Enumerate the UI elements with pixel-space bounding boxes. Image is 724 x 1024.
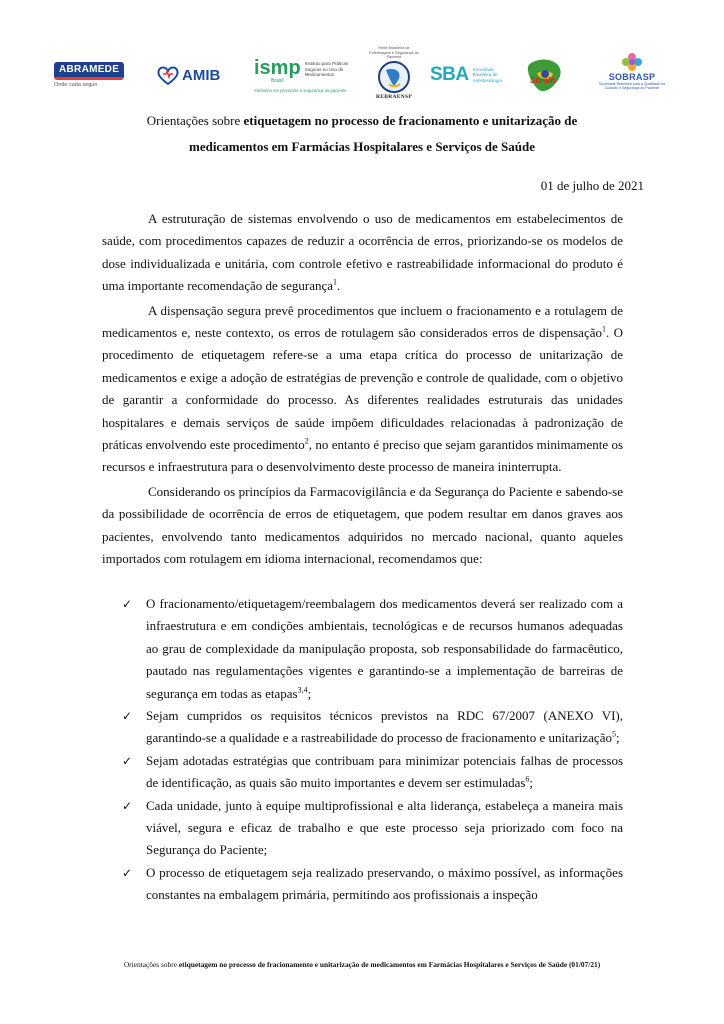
- check-icon: ✓: [122, 597, 133, 611]
- list-item: [102, 593, 623, 705]
- paragraph-2-text-c: , no entanto é preciso que sejam garantidos minimamente os recursos e infraestrutura para o desenvolvimento deste processo de maneira ininterrupta.: [102, 437, 623, 475]
- list-item-text: O fracionamento/etiquetagem/reembalagem dos medicamentos deverá ser realizado com a infraestrutura e em condições ambientais, tecnológicas e de recursos humanos adequadas ao grau de complexidade da manipulação proposta, sob responsabilidade do farmacêutico, pautado nas regulamentações vigentes e garantindo-se a implementação de barreiras de segurança em todas as etapas: [146, 596, 623, 701]
- sba-desc: Sociedade Brasileira de Anestesiologia: [472, 66, 502, 83]
- sobrasp-logo: [590, 52, 674, 100]
- list-item: [102, 795, 623, 862]
- abramede-tagline: Onde cada segun: [54, 82, 98, 88]
- ismp-tagline: Sinônimo em promover a segurança do paciente: [254, 88, 347, 93]
- list-item: [102, 705, 623, 750]
- list-item-text: Sejam adotadas estratégias que contribuam para minimizar potenciais falhas de processos de identificação, as quais são muito importantes e devem ser estimuladas: [146, 752, 623, 791]
- list-item-text: O processo de etiquetagem seja realizado preservando, o máximo possível, as informações constantes na embalagem primária, permitindo aos profissionais a inspeção: [146, 864, 623, 903]
- check-icon: ✓: [122, 753, 133, 768]
- paragraph-1: [102, 208, 623, 298]
- paragraph-1-end: .: [337, 278, 341, 294]
- amib-heart-icon: [156, 64, 180, 86]
- footnote-ref: 1: [602, 324, 606, 334]
- footer-bold: etiquetagem no processo de fracionamento e unitarização de medicamentos em Farmácias Hospitalares e Serviços de Saúde (01/07/21): [178, 960, 601, 969]
- ismp-logo: [254, 58, 358, 98]
- check-icon: ✓: [122, 865, 133, 880]
- title-bold-line2: medicamentos em Farmácias Hospitalares e Serviços de Saúde: [188, 139, 536, 154]
- list-item-end: ;: [615, 730, 620, 746]
- ismp-desc: Instituto para Práticas Seguras no Uso de Medicamentos: [304, 61, 349, 77]
- sba-name: SBA: [430, 64, 469, 85]
- abramede-logo: [54, 62, 130, 96]
- footnote-ref: 1: [333, 277, 337, 287]
- rebraensp-logo: [366, 46, 422, 104]
- document-body: [102, 208, 623, 571]
- list-item-end: ;: [307, 685, 312, 701]
- paragraph-1-text: A estruturação de sistemas envolvendo o uso de medicamentos em estabelecimentos de saúde, com procedimentos capazes de reduzir a ocorrência de erros, priorizando-se os modelos de dose individualizada e unitária, com controle efetivo e rastreabilidade informacional do produto é uma importante recomendação de segurança: [102, 211, 623, 294]
- rebraensp-globe-icon: [377, 60, 411, 94]
- check-icon: ✓: [122, 709, 133, 724]
- footnote-ref: 3,4: [297, 685, 308, 695]
- sobrasp-flower-icon: [620, 52, 644, 72]
- sobrasp-desc: Sociedade Brasileira para a Qualidade do Cuidado e Segurança do Paciente: [598, 82, 666, 91]
- footnote-ref: 6: [525, 774, 530, 784]
- list-item: [102, 750, 623, 795]
- ismp-name: ismp: [254, 57, 301, 79]
- rebraensp-top: Rede Brasileira de Enfermagem e Segurança do Paciente: [369, 46, 419, 59]
- check-icon: ✓: [122, 798, 133, 813]
- paragraph-2-text-b: . O procedimento de etiquetagem refere-se a uma etapa crítica do processo de unitarização de medicamentos e exige a adoção de estratégias de prevenção e controle de qualidade, com o objetivo de garantir a conformidade do processo. As diferentes realidades estruturais das unidades hospitalares e demais serviços de saúde impõem dificuldades relacionadas à padronização de práticas envolvendo este procedimento: [102, 325, 624, 453]
- document-title: [60, 108, 664, 160]
- amib-name: AMIB: [182, 66, 221, 84]
- ismp-sub: Brasil: [271, 78, 284, 84]
- paragraph-2-text-a: A dispensação segura prevê procedimentos que incluem o fracionamento e a rotulagem de medicamentos e, neste contexto, os erros de rotulagem são considerados erros de dispensação: [102, 302, 623, 341]
- footer-prefix: Orientações sobre: [123, 960, 179, 969]
- sbrafh-logo: [520, 56, 570, 96]
- sobrasp-name: SOBRASP: [608, 72, 656, 82]
- paragraph-3: Considerando os princípios da Farmacovigilância e da Segurança do Paciente e sabendo-se da possibilidade de ocorrência de erros de etiquetagem, que podem resultar em danos graves aos pacientes, envolvendo tanto medicamentos adquiridos no mercado nacional, quanto aqueles importados com rotulagem em idioma internacional, recomendamos que:: [102, 483, 623, 567]
- footnote-ref: 2: [304, 436, 309, 446]
- recommendations-list: [102, 593, 623, 907]
- partner-logos: [50, 46, 674, 102]
- rebraensp-name: REBRAENSP: [375, 93, 412, 100]
- list-item: [102, 862, 623, 907]
- title-bold-line1: etiquetagem no processo de fracionamento e unitarização de: [243, 113, 578, 128]
- document-date: 01 de julho de 2021: [540, 178, 644, 193]
- list-item-end: ;: [529, 775, 534, 791]
- footnote-ref: 5: [611, 730, 616, 740]
- abramede-name: ABRAMEDE: [54, 62, 124, 80]
- list-item-text: Sejam cumpridos os requisitos técnicos previstos na RDC 67/2007 (ANEXO VI), garantindo-se a qualidade e a rastreabilidade do processo de fracionamento e unitarização: [146, 708, 623, 746]
- sba-logo: [430, 60, 504, 90]
- title-prefix: Orientações sobre: [146, 113, 244, 128]
- amib-logo: [156, 62, 236, 88]
- paragraph-2: [102, 300, 623, 479]
- page-footer: [60, 960, 664, 969]
- sbrafh-name: Sbrafh: [530, 76, 556, 85]
- list-item-text: Cada unidade, junto à equipe multiprofissional e alta liderança, estabeleça a maneira mais viável, segura e eficaz de trabalho e que este processo seja priorizado com foco na Segurança do Paciente;: [146, 797, 623, 858]
